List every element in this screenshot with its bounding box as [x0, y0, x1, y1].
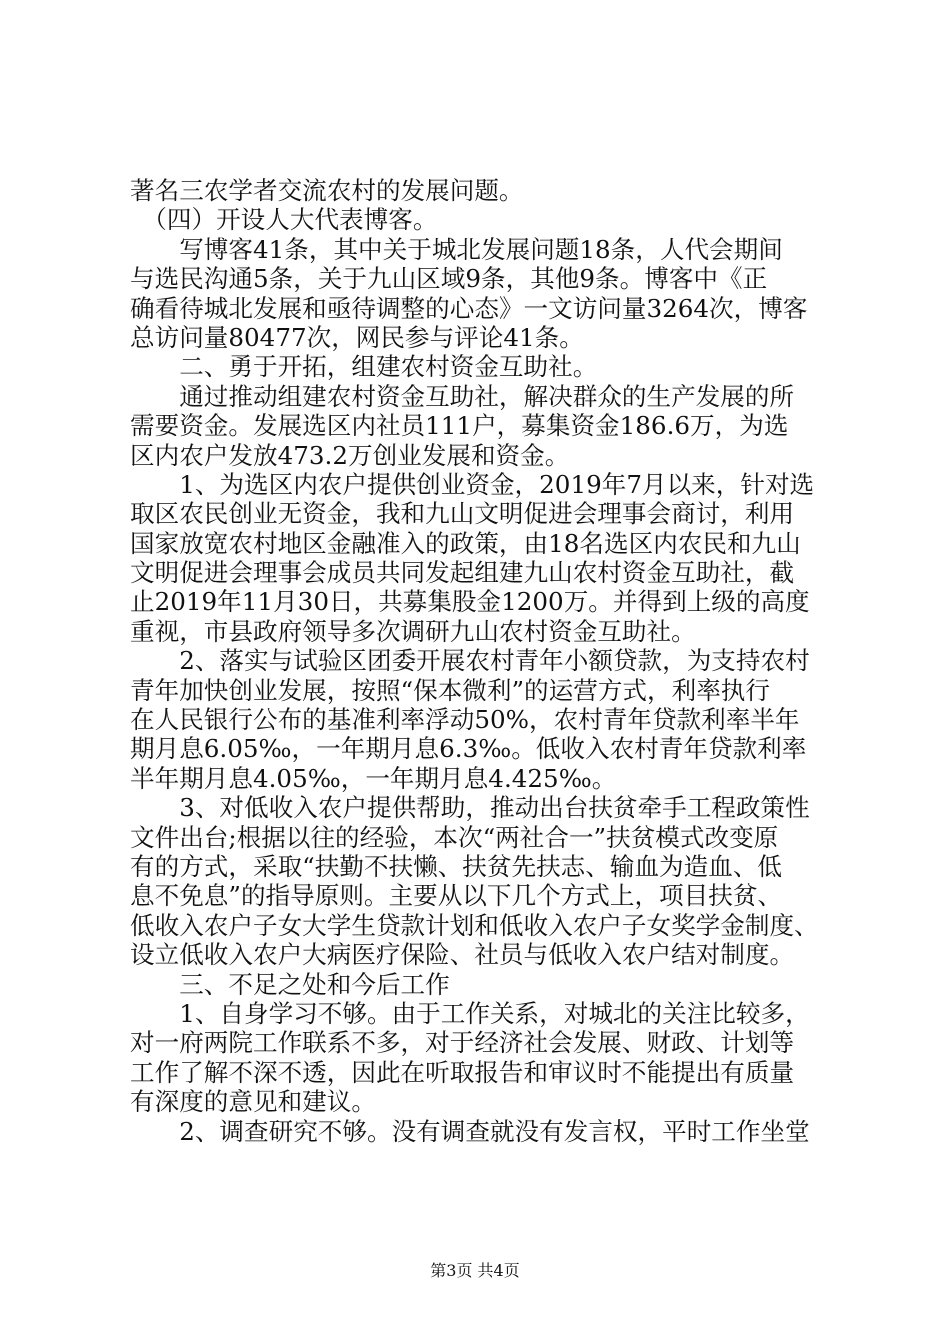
text-line: 2、落实与试验区团委开展农村青年小额贷款，为支持农村	[130, 646, 810, 676]
text-line: 息不免息”的指导原则。主要从以下几个方式上，项目扶贫、	[130, 881, 783, 911]
text-line: 低收入农户子女大学生贷款计划和低收入农户子女奖学金制度、	[130, 910, 819, 940]
text-line: 青年加快创业发展，按照“保本微利”的运营方式，利率执行	[130, 675, 770, 705]
text-line: 文件出台;根据以往的经验，本次“两社合一”扶贫模式改变原	[130, 822, 779, 852]
text-line: 2、调查研究不够。没有调查就没有发言权，平时工作坐堂	[130, 1116, 810, 1146]
text-line: 在人民银行公布的基准利率浮动50%，农村青年贷款利率半年	[130, 705, 800, 735]
text-line: 通过推动组建农村资金互助社，解决群众的生产发展的所	[130, 381, 795, 411]
text-line: 需要资金。发展选区内社员111户，募集资金186.6万，为选	[130, 411, 789, 441]
document-body	[130, 176, 846, 1146]
page-footer: 第3页 共4页	[430, 1261, 520, 1280]
text-line: （四）开设人大代表博客。	[130, 205, 438, 235]
text-line: 1、为选区内农户提供创业资金，2019年7月以来，针对选	[130, 469, 815, 499]
text-line: 设立低收入农户大病医疗保险、社员与低收入农户结对制度。	[130, 940, 795, 970]
text-line: 1、自身学习不够。由于工作关系，对城北的关注比较多，	[130, 998, 810, 1028]
text-line: 写博客41条，其中关于城北发展问题18条，人代会期间	[130, 234, 783, 264]
text-line: 取区农民创业无资金，我和九山文明促进会理事会商讨，利用	[130, 499, 795, 529]
text-line: 著名三农学者交流农村的发展问题。	[130, 176, 524, 205]
text-line: 工作了解不深不透，因此在听取报告和审议时不能提出有质量	[130, 1057, 795, 1087]
text-line: 区内农户发放473.2万创业发展和资金。	[130, 440, 570, 470]
text-line: 国家放宽农村地区金融准入的政策，由18名选区内农民和九山	[130, 528, 801, 558]
text-line: 总访问量80477次，网民参与评论41条。	[130, 322, 584, 352]
text-line: 有深度的意见和建议。	[130, 1087, 376, 1117]
text-line: 止2019年11月30日，共募集股金1200万。并得到上级的高度	[130, 587, 810, 617]
text-line: 确看待城北发展和亟待调整的心态》一文访问量3264次，博客	[130, 293, 808, 323]
text-line: 三、不足之处和今后工作	[130, 969, 450, 999]
text-line: 二、勇于开拓，组建农村资金互助社。	[130, 352, 598, 382]
text-line: 重视，市县政府领导多次调研九山农村资金互助社。	[130, 616, 696, 646]
text-line: 半年期月息4.05‰，一年期月息4.425‰。	[130, 763, 617, 793]
text-line: 期月息6.05‰，一年期月息6.3‰。低收入农村青年贷款利率	[130, 734, 807, 764]
text-line: 对一府两院工作联系不多，对于经济社会发展、财政、计划等	[130, 1028, 795, 1058]
text-line: 有的方式，采取“扶勤不扶懒、扶贫先扶志、输血为造血、低	[130, 851, 783, 881]
text-line: 文明促进会理事会成员共同发起组建九山农村资金互助社，截	[130, 558, 795, 588]
text-line: 3、对低收入农户提供帮助，推动出台扶贫牵手工程政策性	[130, 793, 810, 823]
text-line: 与选民沟通5条，关于九山区域9条，其他9条。博客中《正	[130, 264, 768, 294]
